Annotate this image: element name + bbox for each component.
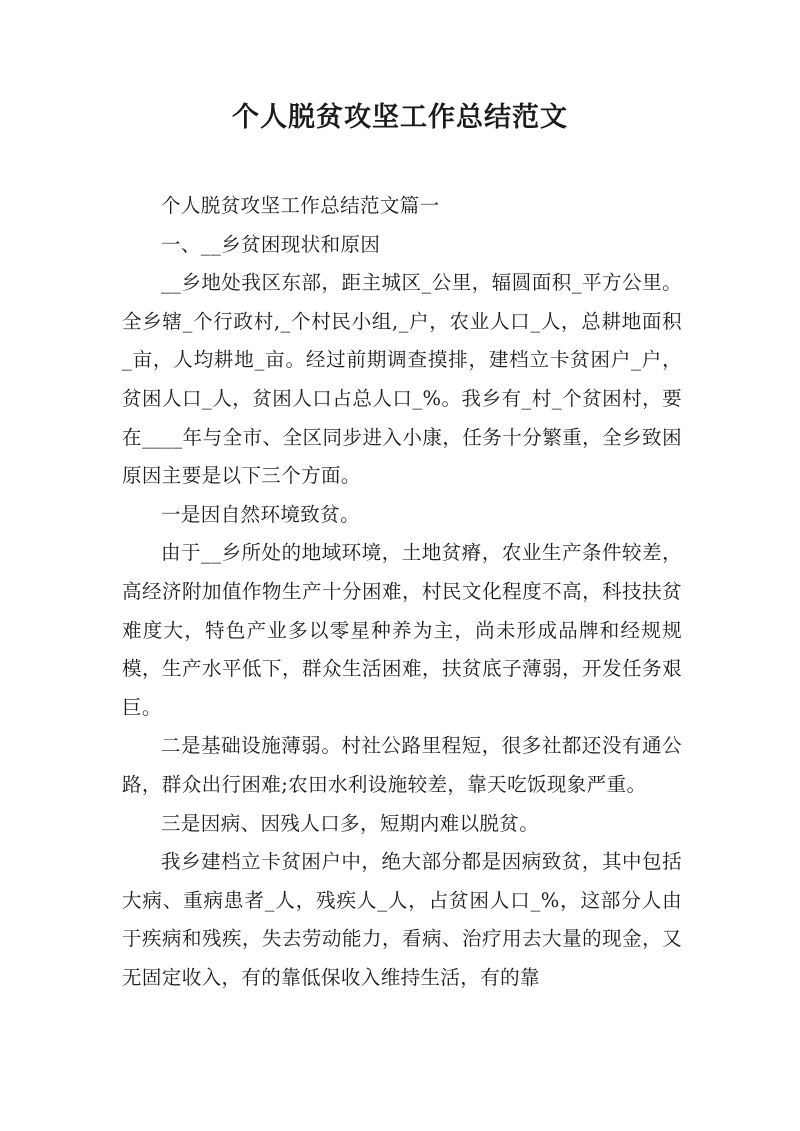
point-heading: 三是因病、因残人口多，短期内难以脱贫。 [161,811,540,835]
document-title: 个人脱贫攻坚工作总结范文 [232,102,568,133]
body-paragraph: 二是基础设施薄弱。村社公路里程短，很多社都还没有通公路，群众出行困难;农田水利设施较差，靠天吃饭现象严重。 [122,734,682,796]
body-paragraph: 我乡建档立卡贫困户中，绝大部分都是因病致贫，其中包括大病、重病患者_人，残疾人_人，占贫困人口_%，这部分人由于疾病和残疾，失去劳动能力，看病、治疗用去大量的现金，又无固定收入，有的靠低保收入维持生活，有的靠 [122,850,682,989]
document-body [122,187,682,997]
point-heading: 一是因自然环境致贫。 [161,502,361,526]
body-paragraph: __乡地处我区东部，距主城区_公里，辐圆面积_平方公里。全乡辖_个行政村,_个村民小组,_户，农业人口_人，总耕地面积_亩，人均耕地_亩。经过前期调查摸排，建档立卡贫困户_户，贫困人口_人，贫困人口占总人口_%。我乡有_村_个贫困村，要在____年与全市、全区同步进入小康，任务十分繁重，全乡致困原因主要是以下三个方面。 [122,271,682,488]
subsection-heading: 一、__乡贫困现状和原因 [161,232,381,256]
section-heading: 个人脱贫攻坚工作总结范文篇一 [161,194,440,217]
body-paragraph: 由于__乡所处的地域环境，土地贫瘠，农业生产条件较差，高经济附加值作物生产十分困难，村民文化程度不高，科技扶贫难度大，特色产业多以零星种养为主，尚未形成品牌和经规规模，生产水平低下，群众生活困难，扶贫底子薄弱，开发任务艰巨。 [122,541,682,719]
